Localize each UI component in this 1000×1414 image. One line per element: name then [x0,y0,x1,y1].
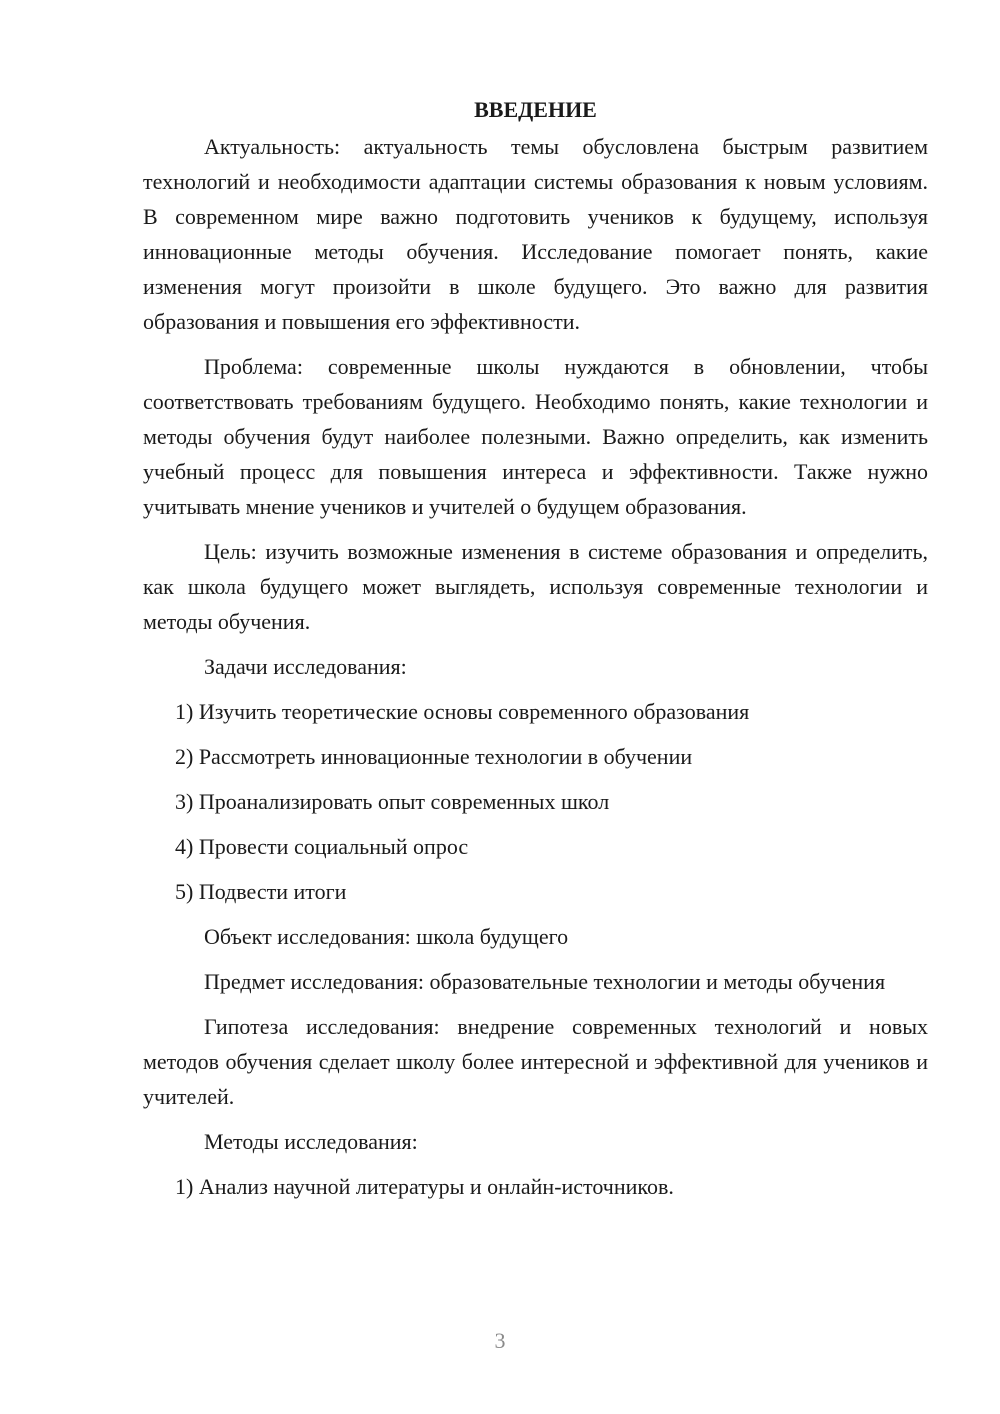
page-number: 3 [494,1328,506,1353]
relevance-paragraph: Актуальность: актуальность темы обусловлена быстрым развитием технологий и необходимости адаптации системы образования к новым условиям. В современном мире важно подготовить учеников к будущему, используя инновационные методы обучения. Исследование помогает понять, какие изменения могут произойти в школе будущего. Это важно для развития образования и повышения его эффективности. [143,134,928,334]
method-item-1: 1) Анализ научной литературы и онлайн-источников. [175,1174,674,1199]
task-item-5: 5) Подвести итоги [175,879,347,904]
task-item-2: 2) Рассмотреть инновационные технологии в обучении [175,744,693,769]
task-item-3: 3) Проанализировать опыт современных школ [175,789,610,814]
task-item-1: 1) Изучить теоретические основы современного образования [175,699,750,724]
problem-paragraph: Проблема: современные школы нуждаются в обновлении, чтобы соответствовать требованиям будущего. Необходимо понять, какие технологии и методы обучения будут наиболее полезными. Важно определить, как изменить учебный процесс для повышения интереса и эффективности. Также нужно учитывать мнение учеников и учителей о будущем образования. [143,354,928,519]
subject-paragraph: Предмет исследования: образовательные технологии и методы обучения [204,969,886,994]
document-page [143,92,928,1214]
hypothesis-paragraph: Гипотеза исследования: внедрение современных технологий и новых методов обучения сделает школу более интересной и эффективной для учеников и учителей. [143,1014,928,1109]
tasks-heading: Задачи исследования: [204,654,407,679]
task-item-4: 4) Провести социальный опрос [175,834,469,859]
methods-heading: Методы исследования: [204,1129,418,1154]
section-title: ВВЕДЕНИЕ [474,97,597,122]
object-line: Объект исследования: школа будущего [204,924,569,949]
goal-paragraph: Цель: изучить возможные изменения в системе образования и определить, как школа будущего может выглядеть, используя современные технологии и методы обучения. [143,539,928,634]
